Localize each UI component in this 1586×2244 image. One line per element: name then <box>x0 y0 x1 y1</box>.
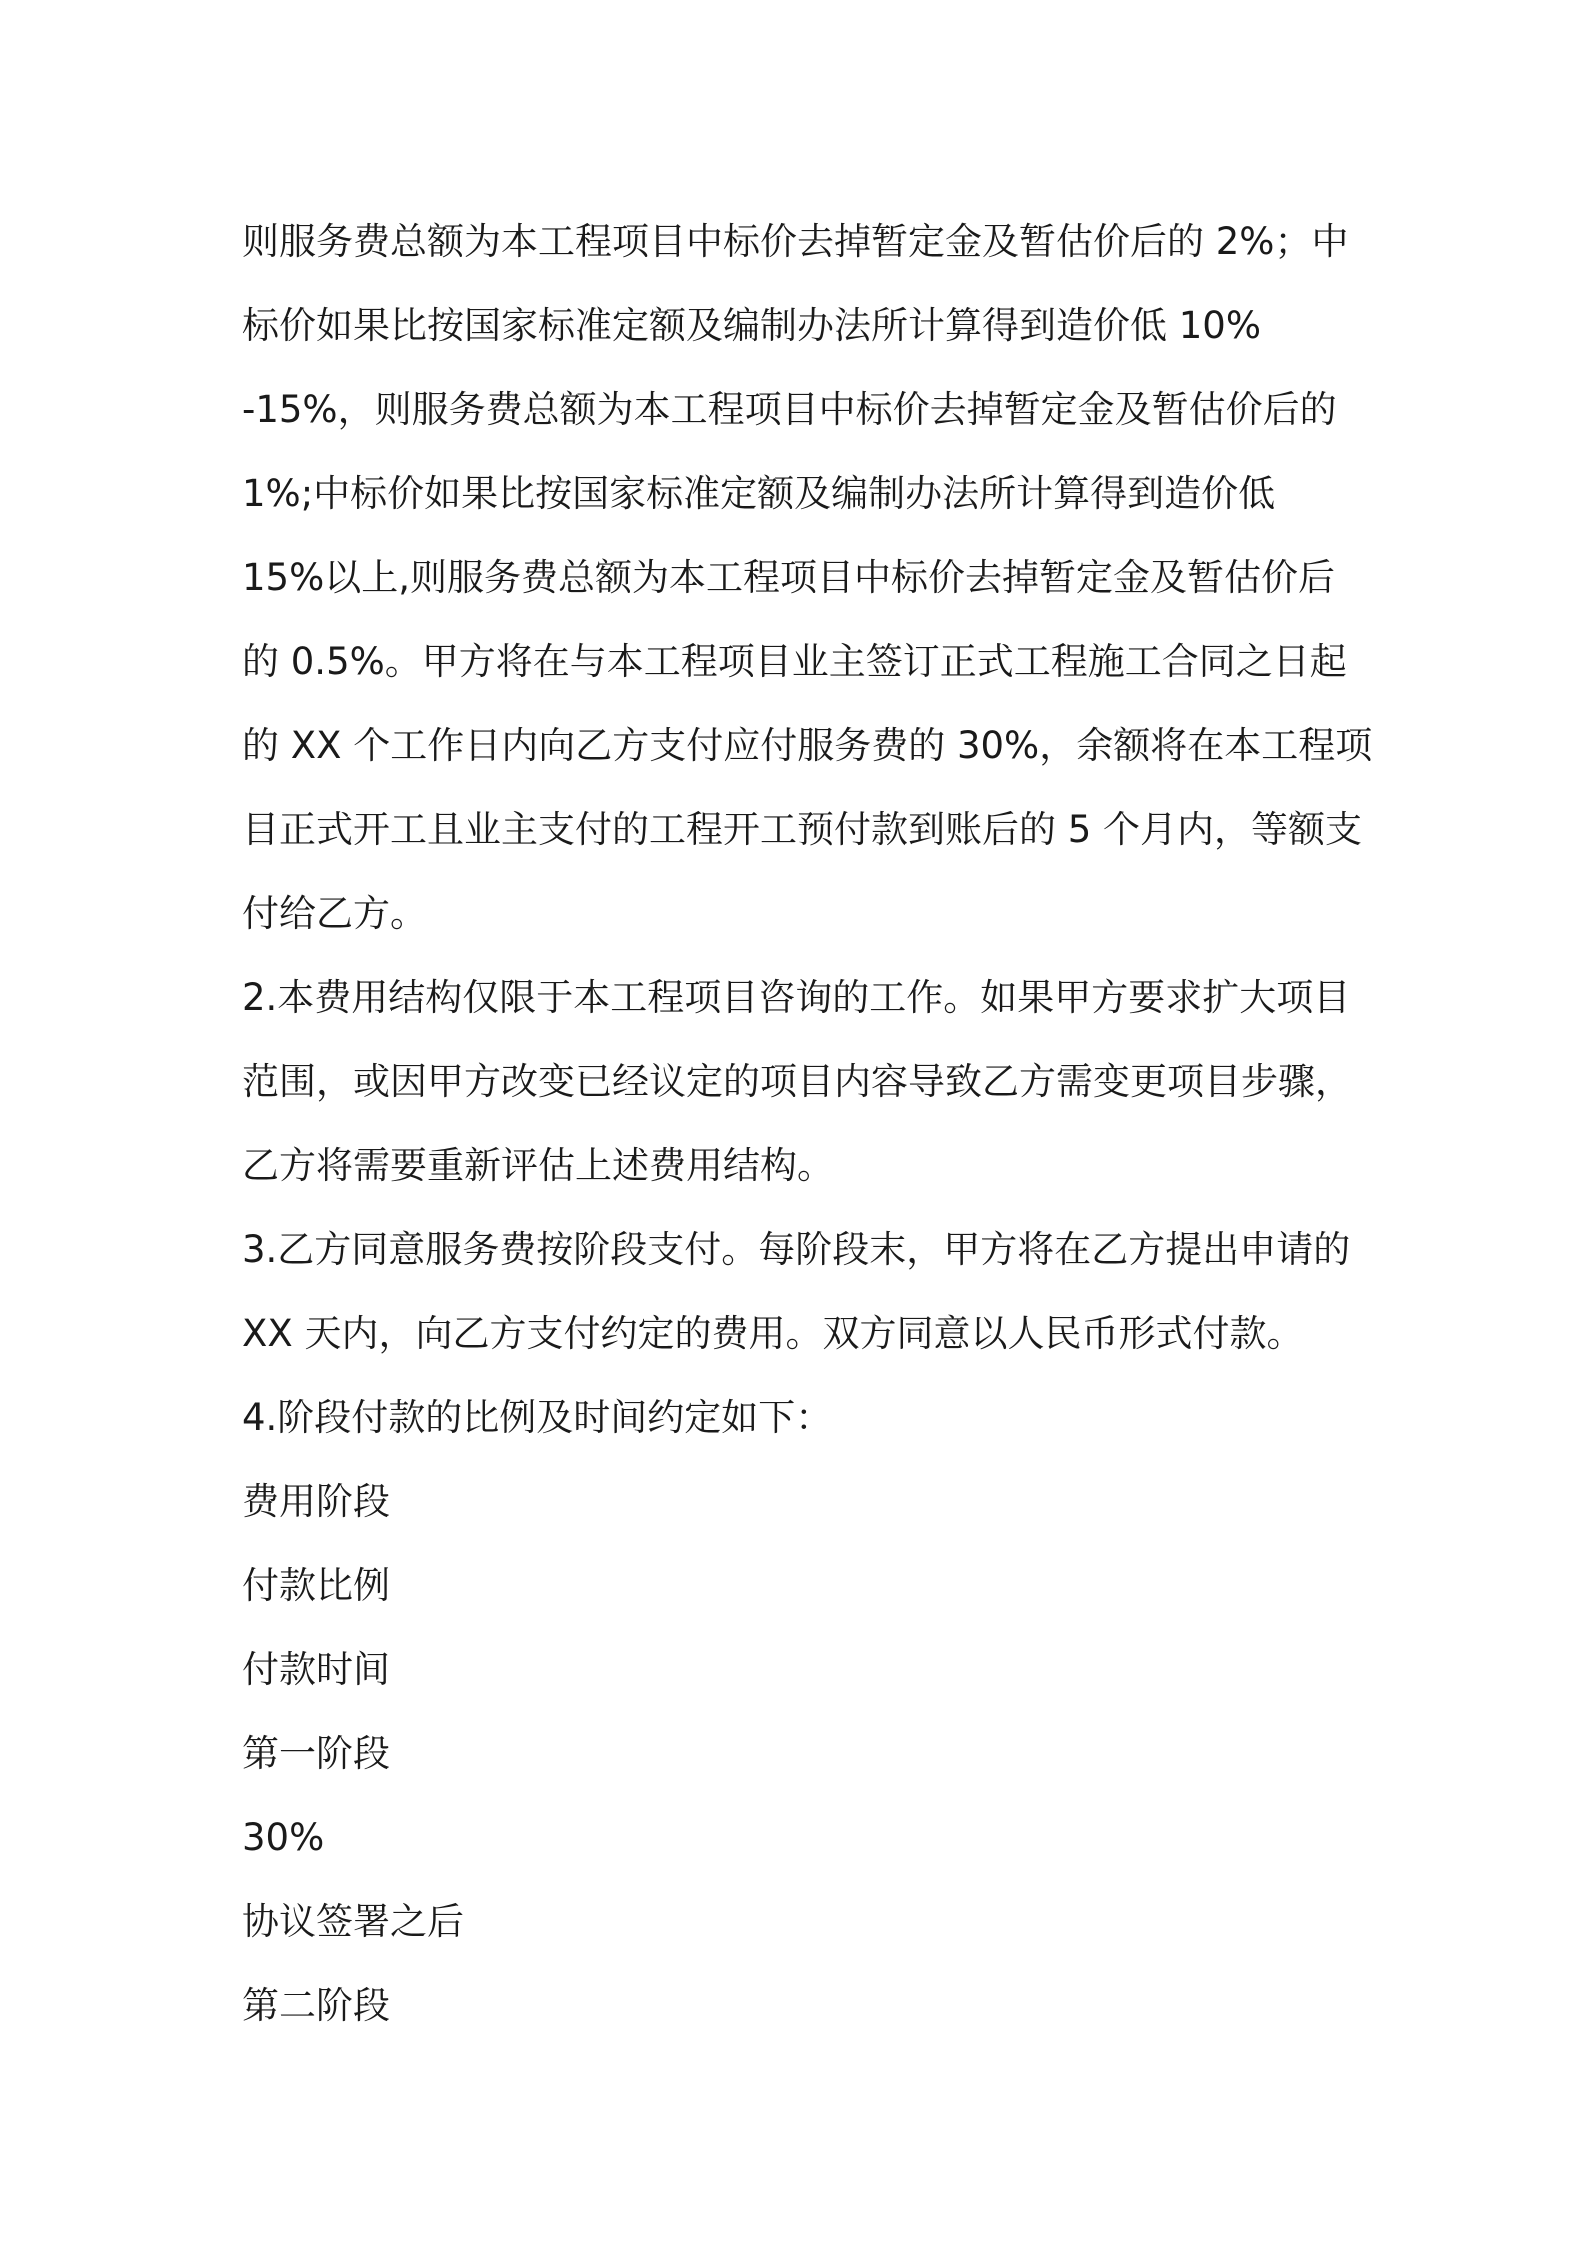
paragraph-line: -15%，则服务费总额为本工程项目中标价去掉暂定金及暂估价后的 <box>242 388 1337 431</box>
clause-3-line: 3.乙方同意服务费按阶段支付。每阶段末，甲方将在乙方提出申请的 <box>242 1228 1351 1271</box>
paragraph-line: 标价如果比按国家标准定额及编制办法所计算得到造价低 10% <box>242 304 1261 347</box>
table-header-ratio: 付款比例 <box>242 1564 390 1607</box>
table-cell-ratio-1: 30% <box>242 1816 325 1859</box>
table-header-time: 付款时间 <box>242 1648 390 1691</box>
table-cell-stage-2: 第二阶段 <box>242 1984 390 2027</box>
paragraph-line: 则服务费总额为本工程项目中标价去掉暂定金及暂估价后的 2%；中 <box>242 220 1349 263</box>
paragraph-line: 付给乙方。 <box>242 892 427 935</box>
paragraph-line: 目正式开工且业主支付的工程开工预付款到账后的 5 个月内，等额支 <box>242 808 1363 851</box>
paragraph-line: 的 0.5%。甲方将在与本工程项目业主签订正式工程施工合同之日起 <box>242 640 1347 683</box>
paragraph-line: 1%;中标价如果比按国家标准定额及编制办法所计算得到造价低 <box>242 472 1276 515</box>
table-cell-time-1: 协议签署之后 <box>242 1900 464 1943</box>
clause-2-line: 2.本费用结构仅限于本工程项目咨询的工作。如果甲方要求扩大项目 <box>242 976 1351 1019</box>
document-body <box>242 200 1373 2048</box>
table-cell-stage-1: 第一阶段 <box>242 1732 390 1775</box>
clause-3-line: XX 天内，向乙方支付约定的费用。双方同意以人民币形式付款。 <box>242 1312 1304 1355</box>
clause-4-line: 4.阶段付款的比例及时间约定如下： <box>242 1396 833 1439</box>
paragraph-line: 15%以上,则服务费总额为本工程项目中标价去掉暂定金及暂估价后 <box>242 556 1335 599</box>
paragraph-line: 的 XX 个工作日内向乙方支付应付服务费的 30%，余额将在本工程项 <box>242 724 1373 767</box>
clause-2-line: 范围，或因甲方改变已经议定的项目内容导致乙方需变更项目步骤， <box>242 1060 1352 1103</box>
clause-2-line: 乙方将需要重新评估上述费用结构。 <box>242 1144 834 1187</box>
table-header-stage: 费用阶段 <box>242 1480 390 1523</box>
